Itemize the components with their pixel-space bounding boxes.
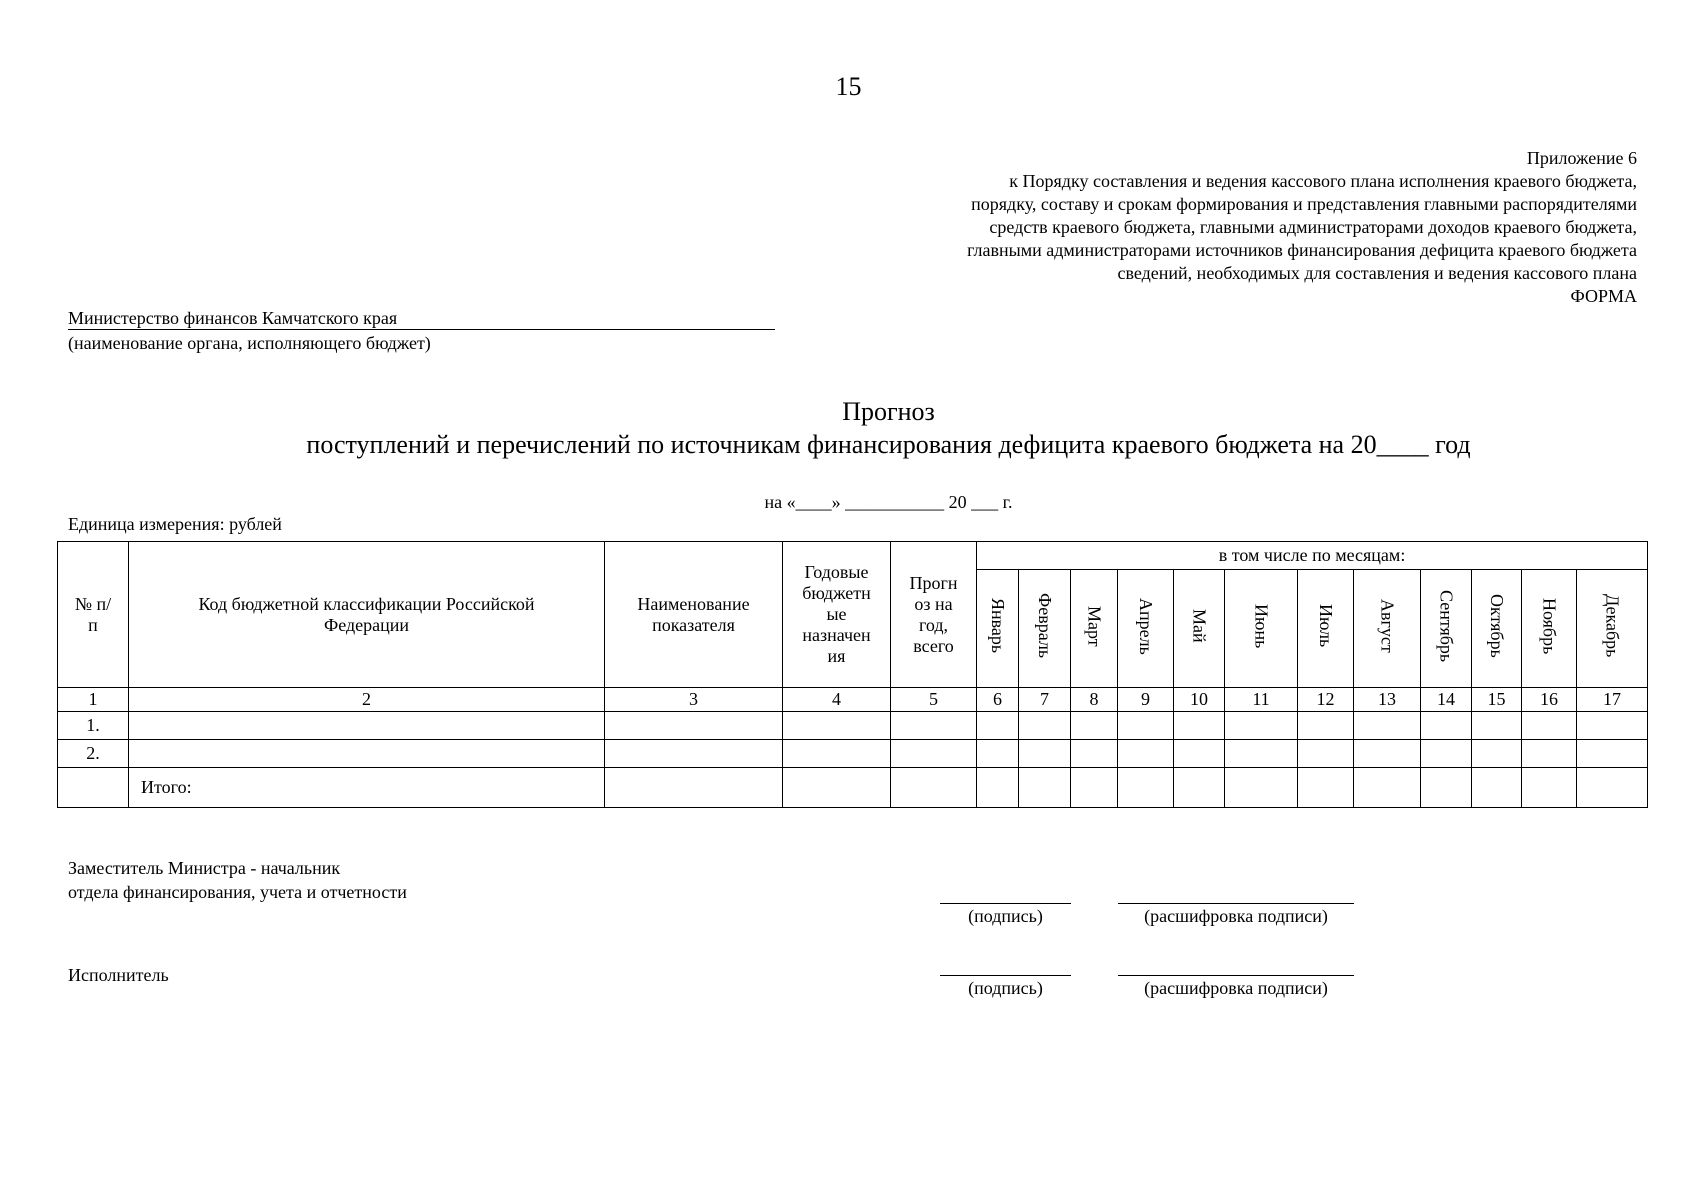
decoding-line bbox=[1118, 975, 1354, 976]
table-cell bbox=[1472, 768, 1522, 808]
table-cell bbox=[977, 768, 1019, 808]
month-label: Август bbox=[1377, 599, 1398, 653]
table-row bbox=[58, 712, 1648, 740]
decoding-caption: (расшифровка подписи) bbox=[1144, 906, 1328, 926]
table-cell bbox=[1421, 768, 1472, 808]
table-cell bbox=[605, 768, 783, 808]
column-number: 3 bbox=[605, 688, 783, 712]
organization-caption: (наименование органа, исполняющего бюджет) bbox=[68, 333, 431, 353]
column-number: 11 bbox=[1225, 688, 1298, 712]
table-row bbox=[58, 740, 1648, 768]
document-subtitle: поступлений и перечислений по источникам финансирования дефицита краевого бюджета на 20____ год bbox=[306, 430, 1471, 459]
table-cell bbox=[891, 712, 977, 740]
table-cell bbox=[1298, 712, 1354, 740]
column-number: 13 bbox=[1354, 688, 1421, 712]
table-cell bbox=[891, 768, 977, 808]
month-label: Январь bbox=[988, 598, 1008, 654]
form-label: ФОРМА bbox=[1570, 286, 1637, 306]
header-num: № п/п bbox=[58, 542, 129, 688]
appendix-line: порядку, составу и срокам формирования и представления главными распорядителями bbox=[971, 194, 1637, 214]
deputy-title-line1: Заместитель Министра - начальник bbox=[68, 858, 341, 878]
document-title: Прогноз bbox=[842, 397, 935, 426]
table-cell bbox=[1577, 768, 1648, 808]
table-cell bbox=[1354, 740, 1421, 768]
column-number: 2 bbox=[129, 688, 605, 712]
table-cell bbox=[1071, 740, 1118, 768]
column-number: 15 bbox=[1472, 688, 1522, 712]
table-cell bbox=[783, 712, 891, 740]
table-cell bbox=[1118, 712, 1174, 740]
month-header bbox=[1019, 570, 1071, 688]
table-cell bbox=[605, 740, 783, 768]
column-numbers-row bbox=[58, 688, 1648, 712]
table-cell bbox=[1019, 712, 1071, 740]
month-header bbox=[1522, 570, 1577, 688]
column-number: 16 bbox=[1522, 688, 1577, 712]
table-cell bbox=[1298, 740, 1354, 768]
table-cell bbox=[1421, 740, 1472, 768]
month-header bbox=[1071, 570, 1118, 688]
table-cell bbox=[1472, 712, 1522, 740]
table-cell bbox=[1522, 768, 1577, 808]
executor-label: Исполнитель bbox=[68, 965, 169, 985]
table-cell bbox=[891, 740, 977, 768]
month-header bbox=[1118, 570, 1174, 688]
month-header bbox=[1577, 570, 1648, 688]
decoding-caption: (расшифровка подписи) bbox=[1144, 978, 1328, 998]
month-label: Март bbox=[1084, 605, 1105, 647]
table-cell bbox=[1118, 740, 1174, 768]
month-label: Ноябрь bbox=[1539, 597, 1560, 655]
month-label: Июль bbox=[1316, 604, 1336, 648]
appendix-line: Приложение 6 bbox=[1526, 148, 1637, 168]
column-number: 9 bbox=[1118, 688, 1174, 712]
table-cell bbox=[977, 712, 1019, 740]
month-label: Июнь bbox=[1251, 603, 1272, 649]
column-number: 1 bbox=[58, 688, 129, 712]
unit-of-measure: Единица измерения: рублей bbox=[68, 514, 282, 534]
table-cell bbox=[1225, 740, 1298, 768]
table-cell bbox=[1174, 740, 1225, 768]
date-line: на «____» ___________ 20 ___ г. bbox=[764, 492, 1013, 512]
column-number: 8 bbox=[1071, 688, 1118, 712]
column-number: 10 bbox=[1174, 688, 1225, 712]
column-number: 6 bbox=[977, 688, 1019, 712]
page-number: 15 bbox=[835, 72, 862, 101]
column-number: 14 bbox=[1421, 688, 1472, 712]
month-label: Февраль bbox=[1035, 593, 1055, 659]
table-cell bbox=[1577, 712, 1648, 740]
row-number: 1. bbox=[58, 712, 129, 740]
appendix-line: средств краевого бюджета, главными администраторами доходов краевого бюджета, bbox=[989, 217, 1637, 237]
table-cell bbox=[1118, 768, 1174, 808]
table-cell bbox=[1522, 712, 1577, 740]
table-cell bbox=[1298, 768, 1354, 808]
table-cell bbox=[1071, 712, 1118, 740]
month-header bbox=[1421, 570, 1472, 688]
month-label: Май bbox=[1189, 609, 1210, 643]
month-header bbox=[1472, 570, 1522, 688]
signature-line bbox=[940, 975, 1071, 976]
table-cell bbox=[1577, 740, 1648, 768]
month-header bbox=[977, 570, 1019, 688]
month-header bbox=[1354, 570, 1421, 688]
appendix-line: к Порядку составления и ведения кассового плана исполнения краевого бюджета, bbox=[1009, 171, 1637, 191]
column-number: 4 bbox=[783, 688, 891, 712]
table-cell bbox=[977, 740, 1019, 768]
signature-caption: (подпись) bbox=[968, 978, 1043, 998]
table-cell bbox=[783, 768, 891, 808]
table-cell bbox=[129, 740, 605, 768]
table-cell bbox=[1421, 712, 1472, 740]
row-number: 2. bbox=[58, 740, 129, 768]
month-label: Сентябрь bbox=[1436, 589, 1457, 663]
header-annual-budget: Годовые бюджетн ые назначен ия bbox=[783, 542, 891, 688]
table-cell bbox=[129, 712, 605, 740]
table-cell bbox=[605, 712, 783, 740]
organization-name: Министерство финансов Камчатского края bbox=[68, 307, 775, 330]
header-code: Код бюджетной классификации Российской Федерации bbox=[129, 542, 605, 688]
header-months-group: в том числе по месяцам: bbox=[977, 542, 1648, 570]
table-cell bbox=[1354, 712, 1421, 740]
table-cell bbox=[1472, 740, 1522, 768]
signature-line bbox=[940, 903, 1071, 904]
month-label: Декабрь bbox=[1602, 594, 1623, 658]
header-indicator-name: Наименование показателя bbox=[605, 542, 783, 688]
decoding-line bbox=[1118, 903, 1354, 904]
table-cell bbox=[1354, 768, 1421, 808]
table-cell bbox=[783, 740, 891, 768]
appendix-line: сведений, необходимых для составления и ведения кассового плана bbox=[1117, 263, 1637, 283]
column-number: 7 bbox=[1019, 688, 1071, 712]
column-number: 5 bbox=[891, 688, 977, 712]
table-cell bbox=[58, 768, 129, 808]
signature-caption: (подпись) bbox=[968, 906, 1043, 926]
total-row bbox=[58, 768, 1648, 808]
column-number: 12 bbox=[1298, 688, 1354, 712]
total-label: Итого: bbox=[129, 768, 605, 808]
header-forecast: Прогн оз на год, всего bbox=[891, 542, 977, 688]
table-cell bbox=[1019, 740, 1071, 768]
table-cell bbox=[1019, 768, 1071, 808]
month-header bbox=[1225, 570, 1298, 688]
table-cell bbox=[1071, 768, 1118, 808]
month-label: Апрель bbox=[1136, 597, 1156, 655]
deputy-minister-title bbox=[68, 856, 407, 904]
table-cell bbox=[1225, 768, 1298, 808]
column-number: 17 bbox=[1577, 688, 1648, 712]
appendix-line: главными администраторами источников финансирования дефицита краевого бюджета bbox=[967, 240, 1637, 260]
month-header bbox=[1298, 570, 1354, 688]
table-cell bbox=[1174, 712, 1225, 740]
table-cell bbox=[1174, 768, 1225, 808]
table-cell bbox=[1225, 712, 1298, 740]
table-cell bbox=[1522, 740, 1577, 768]
deputy-title-line2: отдела финансирования, учета и отчетности bbox=[68, 882, 407, 902]
month-header bbox=[1174, 570, 1225, 688]
month-label: Октябрь bbox=[1487, 594, 1507, 658]
appendix-block bbox=[967, 147, 1637, 308]
forecast-table bbox=[57, 541, 1648, 808]
